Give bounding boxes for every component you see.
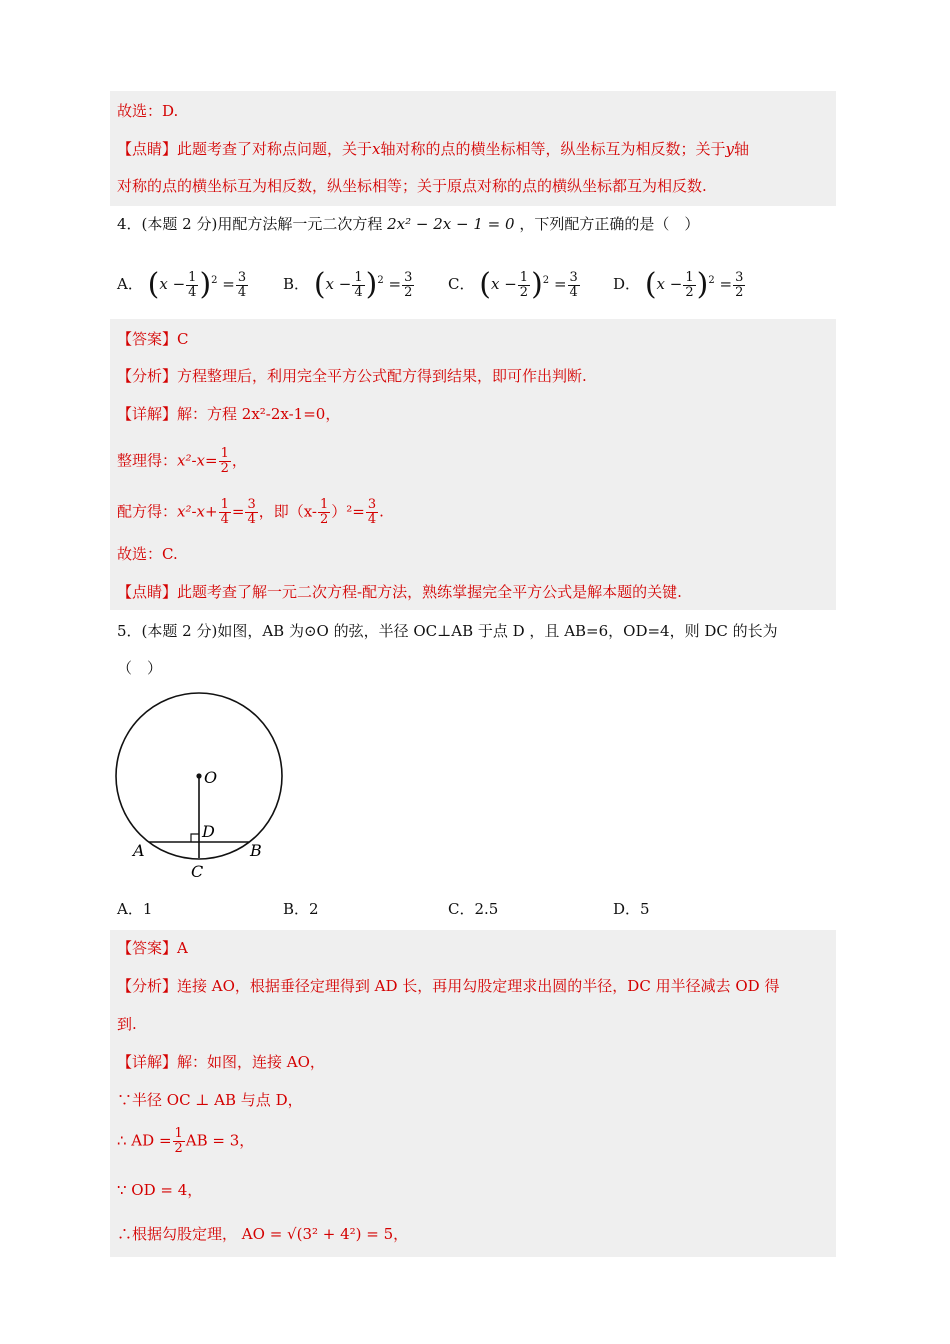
circle-figure [110,690,290,885]
q4-detail: 【详解】解：方程 2x²-2x-1=0， [117,405,341,423]
q4-choice: 故选：C. [117,545,178,563]
center-point [196,773,201,778]
q5-option-d[interactable]: D．5 [613,900,650,918]
prev-comment-line1: 【点睛】此题考查了对称点问题，关于x轴对称的点的横坐标相等，纵坐标互为相反数；关于y轴 [117,140,750,158]
q4-step2: 配方得：x²-x+ $\frac{1}{4}$ = $\frac{3}{4}$ ，即（x- $\frac{1}{2}$ ）²= $\frac{3}{4}$ . [117,497,384,527]
q4-comment: 【点睛】此题考查了解一元二次方程-配方法，熟练掌握完全平方公式是解本题的关键. [117,583,682,601]
q5-analysis-line1: 【分析】连接 AO，根据垂径定理得到 AD 长，再用勾股定理求出圆的半径，DC 用半径减去 OD 得 [117,977,780,995]
q4-option-c[interactable]: C． (x − $\frac{1}{2}$ )$^2$ = $\frac{3}{4}$ [448,267,578,302]
prev-comment-line2: 对称的点的横坐标互为相反数，纵坐标相等；关于原点对称的点的横纵坐标都互为相反数. [117,177,707,195]
q5-option-c[interactable]: C．2.5 [448,900,499,918]
label-o: O [204,768,218,787]
q5-step2: ∴ AD = $\frac{1}{2}$ AB = 3， [117,1126,255,1156]
label-a: A [133,841,145,860]
comment-label: 【点睛】 [117,140,178,158]
label-c: C [191,862,204,881]
q5-stem-line1: 5．(本题 2 分)如图，AB 为⊙O 的弦，半径 OC⊥AB 于点 D ，且 AB=6，OD=4，则 DC 的长为 [117,622,778,640]
label-d: D [202,822,215,841]
prev-choice: 故选：D. [117,102,179,120]
q4-step1: 整理得：x²-x= $\frac{1}{2}$ ， [117,446,247,476]
q5-step1: ∵半径 OC ⊥ AB 与点 D， [117,1091,303,1109]
q4-option-b[interactable]: B． (x − $\frac{1}{4}$ )$^2$ = $\frac{3}{2}$ [283,267,413,302]
q5-option-b[interactable]: B．2 [283,900,319,918]
q5-answer: 【答案】A [117,939,188,957]
q4-answer: 【答案】C [117,330,189,348]
q5-option-a[interactable]: A．1 [117,900,153,918]
right-angle-mark [191,834,199,842]
q4-option-a[interactable]: A． (x − $\frac{1}{4}$ )$^2$ = $\frac{3}{4}$ [117,267,247,302]
q5-stem-line2: （ ） [117,659,163,677]
q5-analysis-line2: 到. [117,1015,137,1033]
q5-detail: 【详解】解：如图，连接 AO， [117,1053,325,1071]
q4-analysis: 【分析】方程整理后，利用完全平方公式配方得到结果，即可作出判断. [117,367,587,385]
q5-step3: ∵ OD = 4， [117,1181,203,1199]
q5-step4: ∴根据勾股定理， AO = √(3² + 4²) = 5， [117,1225,409,1243]
label-b: B [250,841,262,860]
q4-option-d[interactable]: D． (x − $\frac{1}{2}$ )$^2$ = $\frac{3}{2}$ [613,267,744,302]
q4-equation: 2x² − 2x − 1 = 0 [387,215,515,233]
q4-stem: 4．(本题 2 分)用配方法解一元二次方程 2x² − 2x − 1 = 0 ，下列配方正确的是（ ） [117,215,700,233]
